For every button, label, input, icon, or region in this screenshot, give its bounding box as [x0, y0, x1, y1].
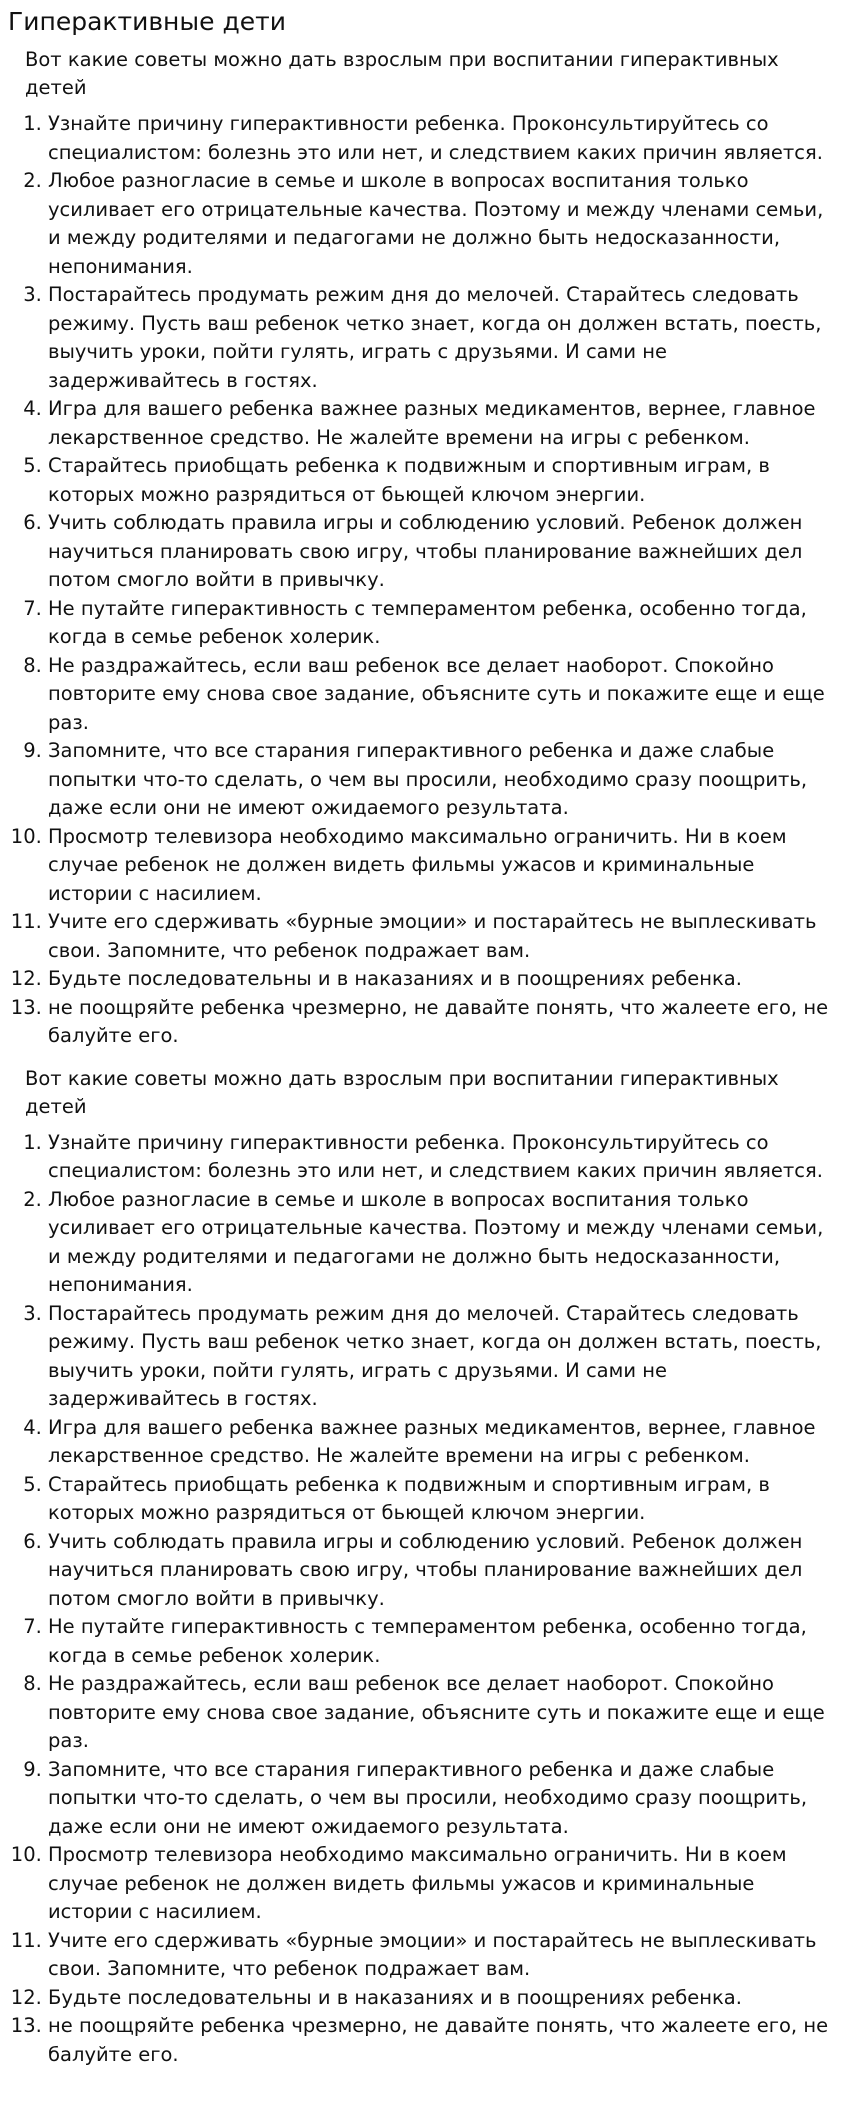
- tip-item: 6. Учить соблюдать правила игры и соблюдению условий. Ребенок должен научиться планировать свою игру, чтобы планирование важнейших дел потом смогло войти в привычку.: [48, 509, 839, 595]
- tip-item: 8. Не раздражайтесь, если ваш ребенок все делает наоборот. Спокойно повторите ему снова свое задание, объясните суть и покажите еще и еще раз.: [48, 1670, 839, 1756]
- tips-list: [8, 110, 839, 1051]
- tips-section: [8, 1065, 839, 2070]
- tip-item: 5. Старайтесь приобщать ребенка к подвижным и спортивным играм, в которых можно разрядиться от бьющей ключом энергии.: [48, 1471, 839, 1528]
- tip-item: 10. Просмотр телевизора необходимо максимально ограничить. Ни в коем случае ребенок не должен видеть фильмы ужасов и криминальные истории с насилием.: [48, 823, 839, 909]
- tip-item: 5. Старайтесь приобщать ребенка к подвижным и спортивным играм, в которых можно разрядиться от бьющей ключом энергии.: [48, 452, 839, 509]
- tip-item: 3. Постарайтесь продумать режим дня до мелочей. Старайтесь следовать режиму. Пусть ваш ребенок четко знает, когда он должен встать, поесть, выучить уроки, пойти гулять, играть с друзьями. И сами не задерживайтесь в гостях.: [48, 281, 839, 395]
- page-title: Гиперактивные дети: [8, 7, 286, 36]
- article-body: [8, 46, 839, 2069]
- tip-item: 9. Запомните, что все старания гиперактивного ребенка и даже слабые попытки что-то сделать, о чем вы просили, необходимо сразу поощрить, даже если они не имеют ожидаемого результата.: [48, 1756, 839, 1842]
- tip-item: 7. Не путайте гиперактивность с темпераментом ребенка, особенно тогда, когда в семье ребенок холерик.: [48, 1613, 839, 1670]
- tip-item: 6. Учить соблюдать правила игры и соблюдению условий. Ребенок должен научиться планировать свою игру, чтобы планирование важнейших дел потом смогло войти в привычку.: [48, 1528, 839, 1614]
- tip-item: 12. Будьте последовательны и в наказаниях и в поощрениях ребенка.: [48, 1984, 839, 2013]
- tip-item: 12. Будьте последовательны и в наказаниях и в поощрениях ребенка.: [48, 965, 839, 994]
- section-intro: Вот какие советы можно дать взрослым при воспитании гиперактивных детей: [25, 1066, 779, 1118]
- tips-list: [8, 1129, 839, 2070]
- tip-item: 11. Учите его сдерживать «бурные эмоции» и постарайтесь не выплескивать свои. Запомните, что ребенок подражает вам.: [48, 1927, 839, 1984]
- tip-item: 9. Запомните, что все старания гиперактивного ребенка и даже слабые попытки что-то сделать, о чем вы просили, необходимо сразу поощрить, даже если они не имеют ожидаемого результата.: [48, 737, 839, 823]
- tip-item: 1. Узнайте причину гиперактивности ребенка. Проконсультируйтесь со специалистом: болезнь это или нет, и следствием каких причин является.: [48, 1129, 839, 1186]
- tip-item: 4. Игра для вашего ребенка важнее разных медикаментов, вернее, главное лекарственное средство. Не жалейте времени на игры с ребенком.: [48, 395, 839, 452]
- tip-item: 7. Не путайте гиперактивность с темпераментом ребенка, особенно тогда, когда в семье ребенок холерик.: [48, 595, 839, 652]
- tip-item: 11. Учите его сдерживать «бурные эмоции» и постарайтесь не выплескивать свои. Запомните, что ребенок подражает вам.: [48, 908, 839, 965]
- tips-section: [8, 46, 839, 1051]
- tip-item: 3. Постарайтесь продумать режим дня до мелочей. Старайтесь следовать режиму. Пусть ваш ребенок четко знает, когда он должен встать, поесть, выучить уроки, пойти гулять, играть с друзьями. И сами не задерживайтесь в гостях.: [48, 1300, 839, 1414]
- tip-item: 13. не поощряйте ребенка чрезмерно, не давайте понять, что жалеете его, не балуйте его.: [48, 994, 839, 1051]
- tip-item: 13. не поощряйте ребенка чрезмерно, не давайте понять, что жалеете его, не балуйте его.: [48, 2012, 839, 2069]
- tip-item: 2. Любое разногласие в семье и школе в вопросах воспитания только усиливает его отрицательные качества. Поэтому и между членами семьи, и между родителями и педагогами не должно быть недосказанности, непонимания.: [48, 1186, 839, 1300]
- tip-item: 4. Игра для вашего ребенка важнее разных медикаментов, вернее, главное лекарственное средство. Не жалейте времени на игры с ребенком.: [48, 1414, 839, 1471]
- tip-item: 2. Любое разногласие в семье и школе в вопросах воспитания только усиливает его отрицательные качества. Поэтому и между членами семьи, и между родителями и педагогами не должно быть недосказанности, непонимания.: [48, 167, 839, 281]
- tip-item: 1. Узнайте причину гиперактивности ребенка. Проконсультируйтесь со специалистом: болезнь это или нет, и следствием каких причин является.: [48, 110, 839, 167]
- tip-item: 10. Просмотр телевизора необходимо максимально ограничить. Ни в коем случае ребенок не должен видеть фильмы ужасов и криминальные истории с насилием.: [48, 1841, 839, 1927]
- section-intro: Вот какие советы можно дать взрослым при воспитании гиперактивных детей: [25, 48, 779, 99]
- tip-item: 8. Не раздражайтесь, если ваш ребенок все делает наоборот. Спокойно повторите ему снова свое задание, объясните суть и покажите еще и еще раз.: [48, 652, 839, 738]
